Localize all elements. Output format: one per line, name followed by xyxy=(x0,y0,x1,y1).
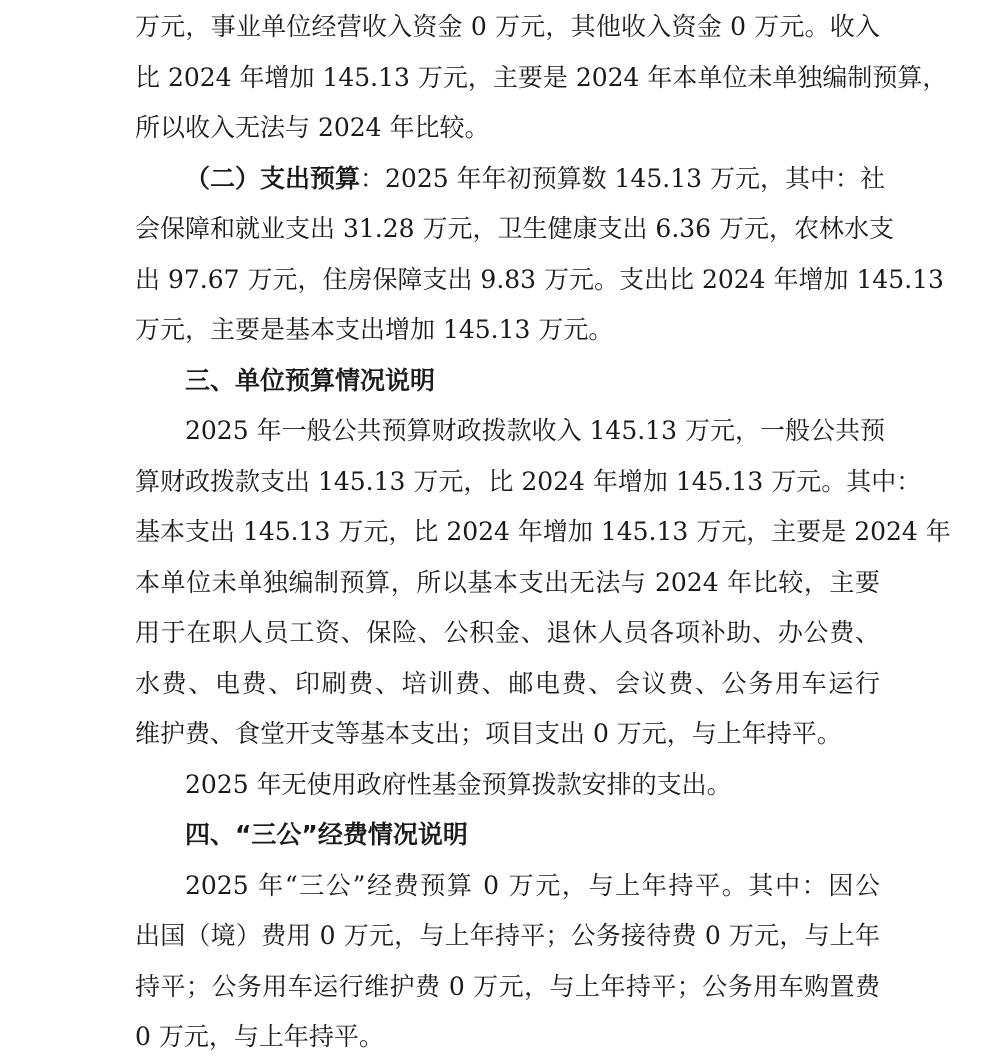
expense-paragraph-line: 会保障和就业支出 31.28 万元，卫生健康支出 6.36 万元，农林水支 xyxy=(135,214,895,243)
sangong-paragraph-line: 0 万元，与上年持平。 xyxy=(135,1022,384,1051)
fund-paragraph: 2025 年无使用政府性基金预算拨款安排的支出。 xyxy=(185,769,732,799)
unit-paragraph-line: 用于在职人员工资、保险、公积金、退休人员各项补助、办公费、 xyxy=(135,618,880,647)
expense-label: （二）支出预算 xyxy=(185,163,361,193)
sangong-paragraph-line: 持平；公务用车运行维护费 0 万元，与上年持平；公务用车购置费 xyxy=(135,971,880,1001)
expense-paragraph-line xyxy=(135,154,885,205)
expense-paragraph-line: 出 97.67 万元，住房保障支出 9.83 万元。支出比 2024 年增加 145.13 xyxy=(135,264,944,294)
section-heading-unit-budget: 三、单位预算情况说明 xyxy=(185,365,436,395)
income-paragraph-line: 比 2024 年增加 145.13 万元，主要是 2024 年本单位未单独编制预算， xyxy=(135,62,948,92)
sangong-paragraph-line: 出国（境）费用 0 万元，与上年持平；公务接待费 0 万元，与上年 xyxy=(135,921,880,950)
unit-paragraph-line: 基本支出 145.13 万元，比 2024 年增加 145.13 万元，主要是 2024 年 xyxy=(135,517,951,546)
document-page xyxy=(135,0,951,1063)
unit-paragraph-line: 水费、电费、印刷费、培训费、邮电费、会议费、公务用车运行 xyxy=(135,668,880,698)
unit-paragraph-line: 算财政拨款支出 145.13 万元，比 2024 年增加 145.13 万元。其中： xyxy=(135,466,922,496)
income-paragraph-line: 万元，事业单位经营收入资金 0 万元，其他收入资金 0 万元。收入 xyxy=(135,12,880,41)
unit-paragraph-line: 本单位未单独编制预算，所以基本支出无法与 2024 年比较，主要 xyxy=(135,567,880,597)
sangong-paragraph-line: 2025 年“三公”经费预算 0 万元，与上年持平。其中：因公 xyxy=(185,870,880,900)
section-heading-sangong: 四、“三公”经费情况说明 xyxy=(185,820,468,849)
unit-paragraph-line: 维护费、食堂开支等基本支出；项目支出 0 万元，与上年持平。 xyxy=(135,719,842,748)
expense-intro: ：2025 年年初预算数 145.13 万元，其中：社 xyxy=(360,163,885,193)
expense-paragraph-line: 万元，主要是基本支出增加 145.13 万元。 xyxy=(135,315,614,344)
unit-paragraph-line: 2025 年一般公共预算财政拨款收入 145.13 万元，一般公共预 xyxy=(185,416,885,445)
income-paragraph-line: 所以收入无法与 2024 年比较。 xyxy=(135,113,490,142)
